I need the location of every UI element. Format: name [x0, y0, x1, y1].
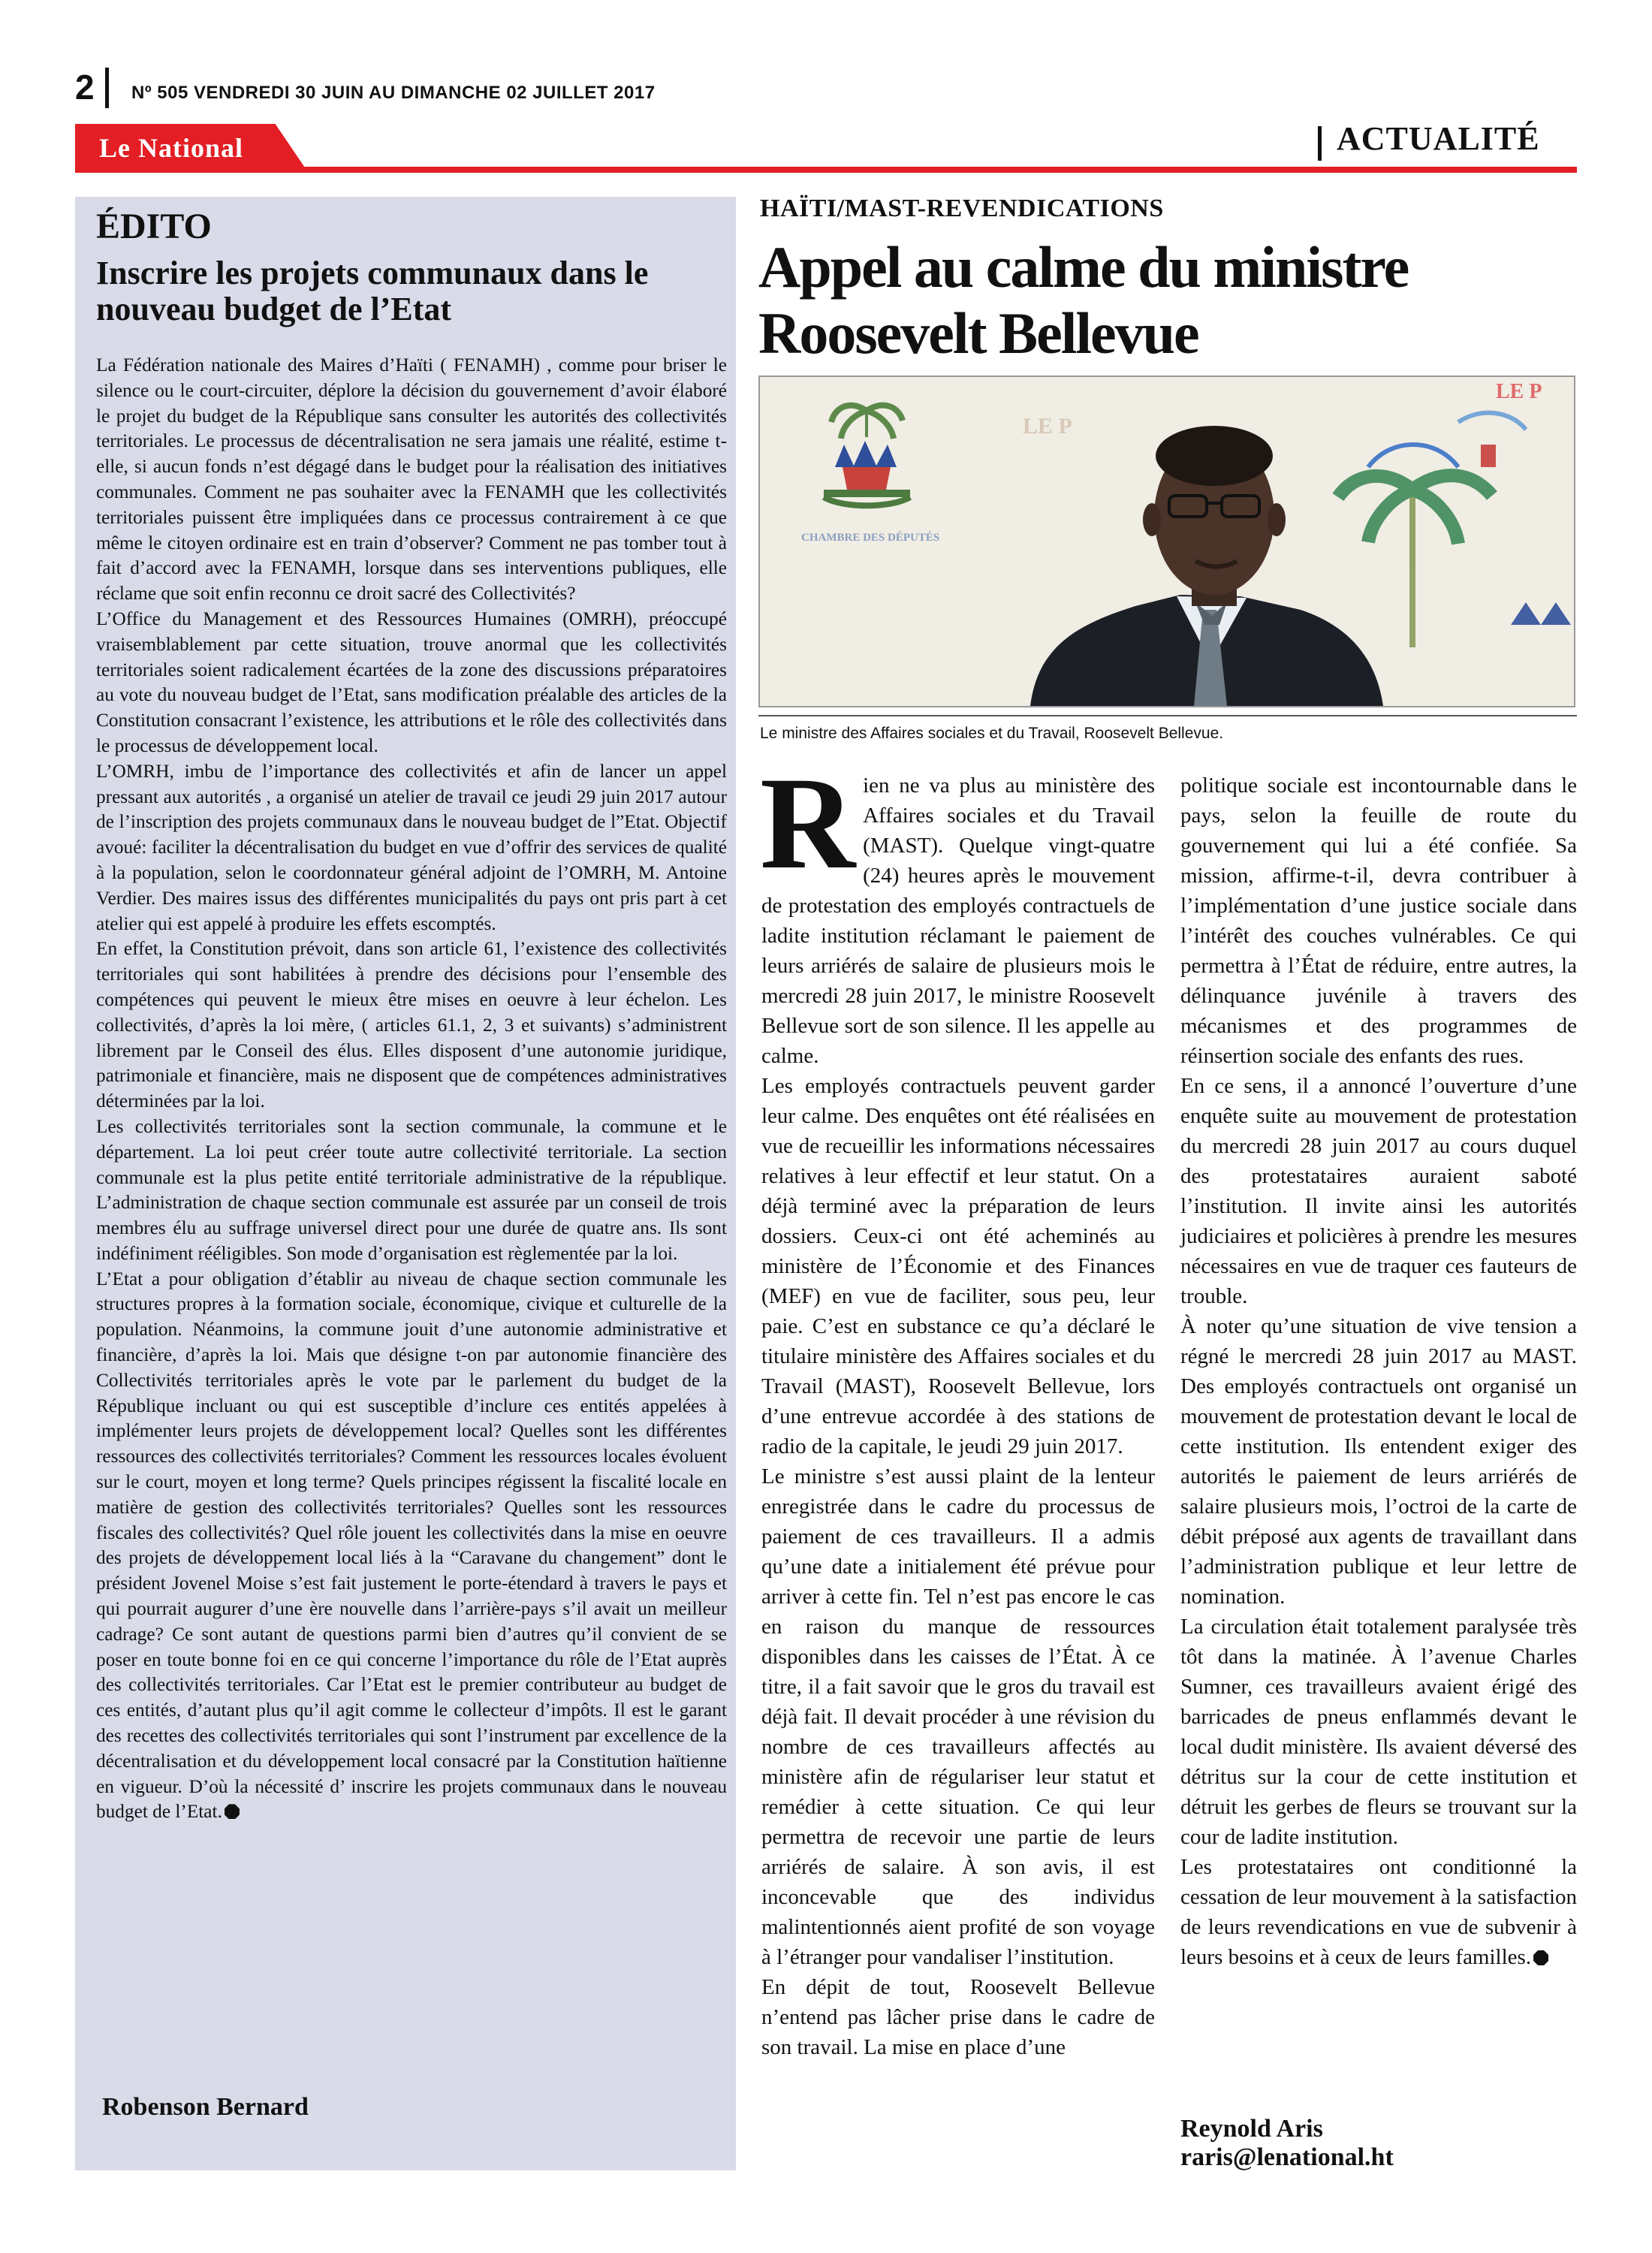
article-paragraph: En dépit de tout, Roosevelt Bellevue n’entend pas lâcher prise dans le cadre de son travail. La mise en place d’une	[761, 1975, 1155, 2059]
article-paragraph: À noter qu’une situation de vive tension a régné le mercredi 28 juin 2017 au MAST. Des employés contractuels ont organisé un mouvement de protestation devant le local de cette institution. Ils entendent exiger des autorités le paiement de leurs arriérés de salaire plusieurs mois, l’octroi de la carte de débit préposé aux agents de travaillant dans l’administration publique et leur lettre de nomination.	[1180, 1314, 1577, 1609]
edito-paragraph: L’Office du Management et des Ressources Humaines (OMRH), préoccupé vraisemblablement par cette situation, trouve anormal que les collectivités territoriales soient radicalement écartées de la zone des discussions préparatoires au vote du nouveau budget de l’Etat, sans modification préalable des articles de la Constitution consacrant l’existence, les attributions et le rôle des collectivités dans le processus de développement local.	[96, 608, 727, 756]
seal-caption: CHAMBRE DES DÉPUTÉS	[801, 532, 940, 544]
article-paragraph: En ce sens, il a annoncé l’ouverture d’une enquête suite au mouvement de protestation du mercredi 28 juin 2017 au cours duquel des protestataires auraient saboté l’institution. Il invite ainsi les autorités judiciaires et policières à prendre les mesures nécessaires en vue de traquer ces fauteurs de trouble.	[1180, 1074, 1577, 1308]
article-kicker: HAÏTI/MAST-REVENDICATIONS	[760, 195, 1164, 222]
article-column-2	[1180, 771, 1577, 1972]
edito-title: Inscrire les projets communaux dans le nouveau budget de l’Etat	[96, 255, 649, 327]
edito-paragraph: La Fédération nationale des Maires d’Haïti ( FENAMH) , comme pour briser le silence ou le court-circuiter, déplore la décision du gouvernement d’avoir élaboré le projet du budget de la République sans consulter les autorités des collectivités territoriales. Le processus de décentralisation ne sera jamais une réalité, estime t-elle, si aucun fonds n’est dégagé dans le budget pour la réalisation des initiatives communales. Comment ne pas souhaiter avec la FENAMH que les collectivités territoriales puissent être impliquées dans ce processus contrairement à ce que même le citoyen ordinaire est en train d’observer? Comment ne pas tomber tout à fait d’accord avec la FENAMH, lorsque dans ses interventions publiques, elle réclame que soit enfin reconnu ce droit sacré des Collectivités?	[96, 354, 727, 605]
edito-paragraph: Les collectivités territoriales sont la section communale, la commune et le département. La loi peut créer toute autre collectivité territoriale. La section communale est la plus petite entité territoriale administrative de la république. L’administration de chaque section communale est assurée par un conseil de trois membres élu au suffrage universel direct pour une durée de quatre ans. Ils sont indéfiniment rééligibles. Son mode d’organisation est règlementée par la loi.	[96, 1115, 727, 1264]
article-paragraph: Les protestataires ont conditionné la cessation de leur mouvement à la satisfaction de leurs revendications en vue de subvenir à leurs besoins et à ceux de leurs familles.	[1180, 1855, 1577, 1969]
edito-paragraph: L’Etat a pour obligation d’établir au niveau de chaque section communale les structures propres à la formation sociale, économique, civique et culturelle de la population. Néanmoins, la commune jouit d’une autonomie administrative et financière, d’après la loi. Mais que désigne t-on par autonomie financière des Collectivités territoriales après le vote par le parlement du budget de la République incluant ou qui est susceptible d’inclure ces entités appelées à implémenter leurs projets de développement local? Quelles sont les différentes ressources des collectivités territoriales? Comment les ressources locales évoluent sur le court, moyen et long terme? Quels principes régissent la fiscalité locale en matière de gestion des collectivités territoriales? Quelles sont les ressources fiscales des collectivités? Quel rôle jouent les collectivités dans la mise en oeuvre des projets de développement local liés à la “Caravane du changement” dont le président Jovenel Moise s’est fait justement le porte-étendard à travers le pays et qui pourrait augurer d’une ère nouvelle dans l’arrière-pays s’il avait un meilleur cadrage? Ce sont autant de questions parmi bien d’autres qu’il convient de se poser en toute bonne foi en ce qui concerne l’importance du rôle de l’Etat auprès des collectivités territoriales. Car l’Etat est le premier contributeur au budget de ces entités, d’autant plus qu’il agit comme le collecteur d’impôts. Il est le garant des recettes des collectivités territoriales qui sont l’instrument par excellence de la décentralisation et du développement local consacré par la Constitution haïtienne en vigueur. D’où la nécessité d’ inscrire les projets communaux dans le nouveau budget de l’Etat.	[96, 1268, 727, 1823]
article-paragraph: politique sociale est incontournable dans le pays, selon la feuille de route du gouvernement qui lui a été confiée. Sa mission, affirme-t-il, devra contribuer à l’implémentation d’une justice sociale dans l’intérêt des couches vulnérables. Ce qui permettra à l’État de réduire, entre autres, la délinquance juvénile à travers des mécanismes et des programmes de réinsertion sociale des enfants des rues.	[1180, 774, 1577, 1068]
author-email: raris@lenational.ht	[1180, 2143, 1394, 2171]
article-paragraph: La circulation était totalement paralysée très tôt dans la matinée. À l’avenue Charles Sumner, ces travailleurs avaient érigé des barricades de pneus enflammés devant le local dudit ministère. Ils avaient déversé des détritus sur la cour de cette institution et détruit les gerbes de fleurs se trouvant sur la cour de ladite institution.	[1180, 1615, 1577, 1849]
page-number-divider	[105, 68, 109, 108]
edito-paragraph: En effet, la Constitution prévoit, dans son article 61, l’existence des collectivités territoriales qui sont habilitées à prendre des décisions pour l’ensemble des compétences qui peuvent le mieux être mises en oeuvre à leur échelon. Les collectivités, d’après la loi mère, ( articles 61.1, 2, 3 et suivants) s’administrent librement par le Conseil des élus. Elles disposent d’une autonomie juridique, patrimoniale et financière, mais ne disposent que de compétences administratives déterminées par la loi.	[96, 938, 727, 1112]
drop-cap: R	[760, 750, 856, 897]
article-author	[1180, 2115, 1394, 2172]
section-label: ACTUALITÉ	[1337, 120, 1540, 157]
edito-author: Robenson Bernard	[102, 2093, 309, 2121]
article-paragraph: Les employés contractuels peuvent garder leur calme. Des enquêtes ont été réalisées en vue de recueillir les informations nécessaires relatives à leur effectif et leur statut. On a déjà terminé avec la préparation de leurs dossiers. Ceux-ci ont été acheminés au ministère de l’Économie et des Finances (MEF) en vue de faciliter, sous peu, leur paie. C’est en substance ce qu’a déclaré le titulaire ministère des Affaires sociales et du Travail (MAST), Roosevelt Bellevue, lors d’une entrevue accordée à des stations de radio de la capitale, le jeudi 29 juin 2017.	[761, 1074, 1155, 1458]
end-of-article-mark	[1533, 1950, 1548, 1965]
issue-date-line: Nº 505 VENDREDI 30 JUIN AU DIMANCHE 02 JUILLET 2017	[131, 83, 656, 103]
end-of-article-mark	[225, 1804, 240, 1819]
backdrop-text: LE P	[1496, 380, 1542, 403]
page-number: 2	[75, 68, 95, 107]
header-rule	[75, 167, 1577, 173]
edito-body	[96, 353, 727, 1825]
newspaper-logo: Le National	[99, 133, 244, 163]
minister-photo	[758, 376, 1575, 707]
article-paragraph: Le ministre s’est aussi plaint de la lenteur enregistrée dans le cadre du processus de paiement de ces travailleurs. Il a admis qu’une date a initialement été prévue pour arriver à cette fin. Tel n’est pas encore le cas en raison du manque de ressources disponibles dans les caisses de l’État. À ce titre, il a fait savoir que le gros du travail est déjà fait. Il devait procéder à une révision du nombre de ces travailleurs affectés au ministère afin de régulariser leur statut et remédier à cette situation. Ce qui leur permettra de recevoir une partie de leurs arriérés de salaire. À son avis, il est inconcevable que des individus malintentionnés aient profité de son voyage à l’étranger pour vandaliser l’institution.	[761, 1464, 1155, 1969]
backdrop-text: LE P	[1023, 414, 1072, 439]
article-headline: Appel au calme du ministre Roosevelt Bellevue	[758, 234, 1409, 366]
edito-label: ÉDITO	[96, 207, 212, 246]
edito-paragraph: L’OMRH, imbu de l’importance des collectivités et afin de lancer un appel pressant aux autorités , a organisé un atelier de travail ce jeudi 29 juin 2017 autour de l’inscription des projets communaux dans le nouveau budget de l”Etat. Objectif avoué: faciliter la décentralisation du budget en vue d’offrir des services de qualité à la population, selon le coordonnateur général adjoint de l’OMRH, M. Antoine Verdier. Des maires issus des différentes municipalités du pays ont pris part à cet atelier qui est appelé à produire les effets escomptés.	[96, 760, 727, 934]
author-name: Reynold Aris	[1180, 2115, 1323, 2143]
caption-rule	[758, 715, 1577, 716]
article-paragraph: Rien ne va plus au ministère des Affaires sociales et du Travail (MAST). Quelque vingt-quatre (24) heures après le mouvement de protestation des employés contractuels de ladite institution réclamant le paiement de leurs arriérés de salaire de plusieurs mois le mercredi 28 juin 2017, le ministre Roosevelt Bellevue sort de son silence. Il les appelle au calme.	[760, 750, 1155, 1068]
article-column-1	[760, 750, 1155, 2062]
photo-caption: Le ministre des Affaires sociales et du Travail, Roosevelt Bellevue.	[760, 725, 1224, 742]
